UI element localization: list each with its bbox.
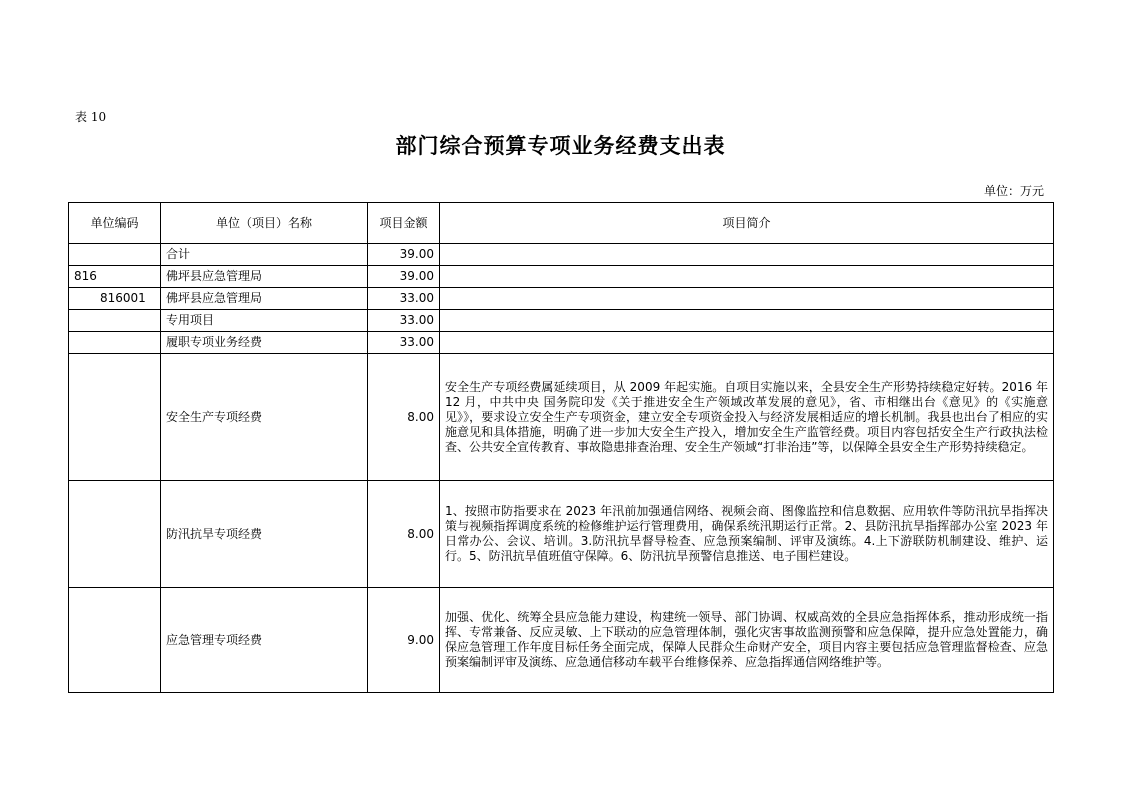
- unit-code-cell: [69, 481, 161, 588]
- column-header-code: 单位编码: [69, 203, 161, 244]
- unit-code-cell: [69, 310, 161, 332]
- table-row: [69, 354, 1054, 481]
- unit-name-cell: 履职专项业务经费: [161, 332, 368, 354]
- table-row: [69, 310, 1054, 332]
- table-row: [69, 481, 1054, 588]
- description-cell: [440, 310, 1054, 332]
- column-header-name: 单位（项目）名称: [161, 203, 368, 244]
- amount-cell: 33.00: [368, 288, 440, 310]
- page-title: 部门综合预算专项业务经费支出表: [395, 133, 726, 158]
- column-header-amount: 项目金额: [368, 203, 440, 244]
- table-number-label: 表 10: [75, 110, 107, 124]
- unit-code-cell: [69, 332, 161, 354]
- amount-cell: 33.00: [368, 310, 440, 332]
- unit-name-cell: 应急管理专项经费: [161, 588, 368, 693]
- unit-name-cell: 合计: [161, 244, 368, 266]
- amount-cell: 33.00: [368, 332, 440, 354]
- table-row-total: [69, 244, 1054, 266]
- column-header-description: 项目简介: [440, 203, 1054, 244]
- unit-code-cell: 816: [69, 266, 161, 288]
- description-cell: [440, 266, 1054, 288]
- unit-name-cell: 专用项目: [161, 310, 368, 332]
- description-cell: [440, 288, 1054, 310]
- amount-cell: 39.00: [368, 244, 440, 266]
- table-row: [69, 588, 1054, 693]
- unit-code-cell: 816001: [69, 288, 161, 310]
- table-row: [69, 288, 1054, 310]
- amount-cell: 8.00: [368, 354, 440, 481]
- unit-code-cell: [69, 354, 161, 481]
- table-header-row: [69, 203, 1054, 244]
- unit-name-cell: 安全生产专项经费: [161, 354, 368, 481]
- unit-name-cell: 防汛抗旱专项经费: [161, 481, 368, 588]
- budget-table: [68, 202, 1054, 693]
- description-cell: 安全生产专项经费属延续项目，从 2009 年起实施。自项目实施以来，全县安全生产形势持续稳定好转。2016 年 12 月，中共中央 国务院印发《关于推进安全生产领域改革发展的意见》，省、市相继出台《意见》的《实施意见》》，要求设立安全生产专项资金，建立安全专项资金投入与经济发展相适应的增长机制。我县也出台了相应的实施意见和具体措施，明确了进一步加大安全生产投入，增加安全生产监管经费。项目内容包括安全生产行政执法检查、公共安全宣传教育、事故隐患排查治理、安全生产领域“打非治违”等，以保障全县安全生产形势持续稳定。: [440, 354, 1054, 481]
- description-cell: [440, 332, 1054, 354]
- amount-cell: 39.00: [368, 266, 440, 288]
- unit-name-cell: 佛坪县应急管理局: [161, 266, 368, 288]
- table-row: [69, 332, 1054, 354]
- unit-code-cell: [69, 244, 161, 266]
- description-cell: 1、按照市防指要求在 2023 年汛前加强通信网络、视频会商、图像监控和信息数据、应用软件等防汛抗旱指挥决策与视频指挥调度系统的检修维护运行管理费用，确保系统汛期运行正常。2、县防汛抗旱指挥部办公室 2023 年日常办公、会议、培训。3.防汛抗旱督导检查、应急预案编制、评审及演练。4.上下游联防机制建设、维护、运行。5、防汛抗旱值班值守保障。6、防汛抗旱预警信息推送、电子围栏建设。: [440, 481, 1054, 588]
- unit-code-cell: [69, 588, 161, 693]
- unit-name-cell: 佛坪县应急管理局: [161, 288, 368, 310]
- description-cell: [440, 244, 1054, 266]
- description-cell: 加强、优化、统筹全县应急能力建设，构建统一领导、部门协调、权威高效的全县应急指挥体系，推动形成统一指挥、专常兼备、反应灵敏、上下联动的应急管理体制，强化灾害事故监测预警和应急保障，提升应急处置能力，确保应急管理工作年度目标任务全面完成，保障人民群众生命财产安全，项目内容主要包括应急管理监督检查、应急预案编制评审及演练、应急通信移动车载平台维修保养、应急指挥通信网络维护等。: [440, 588, 1054, 693]
- amount-cell: 9.00: [368, 588, 440, 693]
- unit-label: 单位：万元: [983, 184, 1044, 198]
- amount-cell: 8.00: [368, 481, 440, 588]
- table-row: [69, 266, 1054, 288]
